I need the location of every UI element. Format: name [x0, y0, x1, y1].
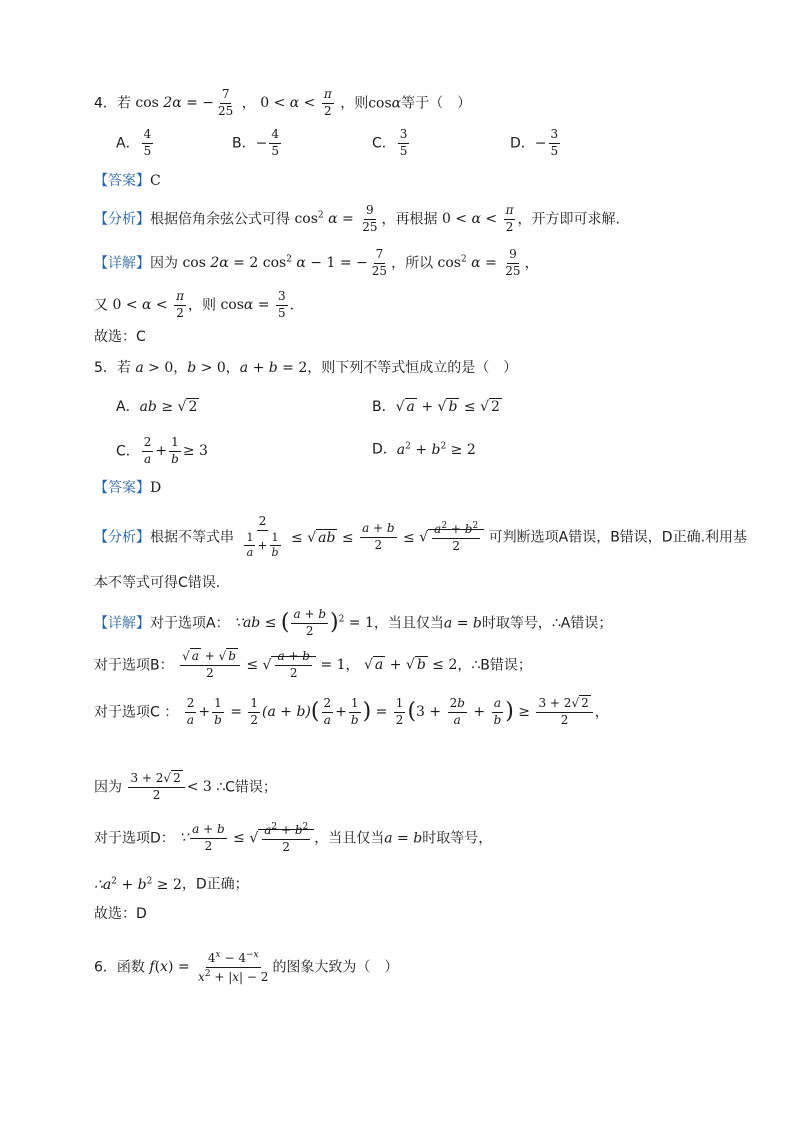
q4-analysis: 【分析】根据倍角余弦公式可得 $\cos^2 \alpha$ = $\frac{9}{25}$ ，再根据 0 < α < $\frac{\pi}{2}$ ，开方即可求解.	[94, 203, 620, 234]
q5-choice: 故选：D	[94, 906, 147, 922]
analysis-tag: 【分析】	[94, 211, 150, 228]
answer-tag: 【答案】	[94, 480, 150, 496]
q5-option-d: D．$a^2 + b^2 \ge 2$	[372, 441, 476, 458]
q4-option-c: C． $\frac{3}{5}$	[372, 127, 408, 158]
q5-stem: 5．若 a > 0，b > 0，a + b = 2，则下列不等式恒成立的是（ ）	[94, 360, 518, 376]
q5-analysis: 【分析】根据不等式串 2 $\frac{1}{a}$ + $\frac{1}{b}$ ≤ √ ab ≤ $\frac{a + b}{2}$ ≤ √ $\frac{a^2 + b^2}{2}$ 可判断选项A错误，B错误，D正确.利用基	[94, 514, 748, 560]
q6-stem: 6．函数 f(x) = $\frac{4^x - 4^{-x}}{x^2 + |x| - 2}$ 的图象大致为（ ）	[94, 950, 399, 984]
q5-option-b: B．√ a + √ b ≤ √ 2	[372, 399, 500, 415]
q5-detail-c2: 因为 $\frac{3 + 2√ 2}{2}$ < 3 ∴C错误；	[94, 771, 277, 802]
q4-condition-range: 0 < α < $\frac{\pi}{2}$	[260, 87, 332, 118]
q4-stem-prefix: 4．若	[94, 95, 131, 112]
q5-detail-d: 对于选项D： ∵ $\frac{a + b}{2}$ ≤ √ $\frac{a^2 + b^2}{2}$ ，当且仅当a = b时取等号，	[94, 822, 493, 854]
q5-detail-a: 【详解】对于选项A： ∵ab ≤ ( $\frac{a + b}{2}$ )$^2$ = 1，当且仅当a = b时取等号，∴A错误；	[94, 607, 613, 638]
q4-stem: 4．若 cos 2α = − $\frac{7}{25}$ ， 0 < α < $\frac{\pi}{2}$ ，则cosα等于（ ）	[94, 87, 472, 118]
q5-option-c: C． $\frac{2}{a}$ + $\frac{1}{b}$ ≥ 3	[116, 435, 208, 466]
q5-option-a: A．ab ≥ √ 2	[116, 399, 198, 415]
q5-answer	[94, 481, 161, 495]
q5-detail-d2: $\therefore a^2 + b^2 \ge 2$，D正确；	[94, 876, 249, 893]
answer-value: C	[150, 173, 161, 189]
q4-choice: 故选：C	[94, 329, 146, 345]
q4-detail: 【详解】因为 cos 2α = 2 $\cos^2 \alpha - 1$ = − $\frac{7}{25}$ ，所以 $\cos^2 \alpha$ = $\frac{9}{25}$ ，	[94, 247, 539, 278]
q4-answer	[94, 174, 161, 188]
detail-tag: 【详解】	[94, 615, 150, 632]
q5-detail-c: 对于选项C ： $\frac{2}{a}$ + $\frac{1}{b}$ = $\frac{1}{2}$ (a + b)( $\frac{2}{a}$ + $\frac{1}{b}$ ) = $\frac{1}{2}$ (3 + $\frac{2b}{a}$ + $\frac{a}{b}$ ) ≥ $\frac{3 + 2√ 2}{2}$ ，	[94, 696, 609, 727]
q4-option-b: B．− $\frac{4}{5}$	[232, 127, 279, 158]
q4-option-a: A． $\frac{4}{5}$	[116, 127, 152, 158]
q4-detail-line2: 又 0 < α < $\frac{\pi}{2}$ ，则 cosα = $\frac{3}{5}$ .	[94, 289, 295, 320]
answer-value: D	[150, 480, 162, 496]
detail-tag: 【详解】	[94, 255, 150, 272]
q4-option-d: D．− $\frac{3}{5}$	[510, 127, 559, 158]
analysis-tag: 【分析】	[94, 529, 150, 546]
q4-condition-cos2a: cos 2α = − $\frac{7}{25}$	[135, 87, 234, 118]
q5-analysis-line2: 本不等式可得C错误.	[94, 575, 221, 591]
q5-detail-b: 对于选项B： $\frac{√ a + √ b}{2}$ ≤ √ $\frac{a + b}{2}$ = 1， √ a + √ b ≤ 2，∴B错误；	[94, 649, 532, 680]
answer-tag: 【答案】	[94, 173, 150, 189]
